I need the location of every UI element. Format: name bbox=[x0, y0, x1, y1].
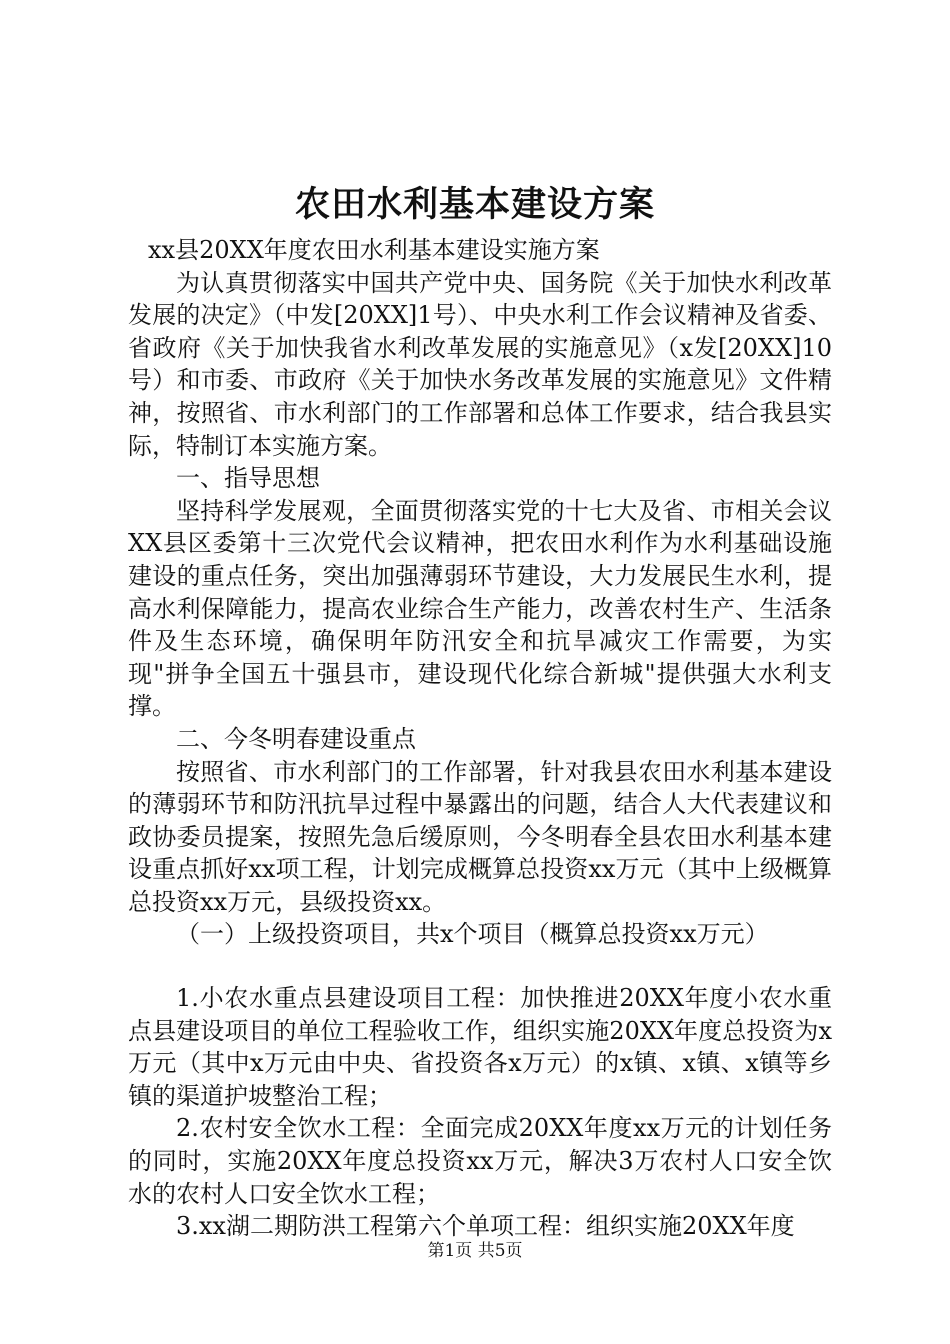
page-number-footer: 第1页 共5页 bbox=[427, 1241, 523, 1261]
paragraph-key-construction: 按照省、市水利部门的工作部署，针对我县农田水利基本建设的薄弱环节和防汛抗旱过程中暴露出的问题，结合人大代表建议和政协委员提案，按照先急后缓原则，今冬明春全县农田水利基本建设重点抓好xx项工程，计划完成概算总投资xx万元（其中上级概算总投资xx万元，县级投资xx。 bbox=[128, 757, 832, 916]
list-item-project-2: 2.农村安全饮水工程：全面完成20XX年度xx万元的计划任务的同时，实施20XX年度总投资xx万元，解决3万农村人口安全饮水的农村人口安全饮水工程； bbox=[128, 1114, 832, 1208]
paragraph-preamble: 为认真贯彻落实中国共产党中央、国务院《关于加快水利改革发展的决定》（中发[20XX]1号）、中央水利工作会议精神及省委、省政府《关于加快我省水利改革发展的实施意见》（x发[20XX]10号）和市委、市政府《关于加快水务改革发展的实施意见》文件精神，按照省、市水利部门的工作部署和总体工作要求，结合我县实际，特制订本实施方案。 bbox=[128, 268, 832, 460]
list-item-project-1: 1.小农水重点县建设项目工程：加快推进20XX年度小农水重点县建设项目的单位工程验收工作，组织实施20XX年度总投资为x万元（其中x万元由中央、省投资各x万元）的x镇、x镇、x镇等乡镇的渠道护坡整治工程； bbox=[128, 984, 832, 1110]
subsection-heading-upper-level-projects: （一）上级投资项目，共x个项目（概算总投资xx万元） bbox=[176, 920, 769, 949]
section-heading-guiding-thought: 一、指导思想 bbox=[176, 464, 320, 493]
document-body bbox=[128, 234, 832, 1243]
list-item-project-3: 3.xx湖二期防洪工程第六个单项工程：组织实施20XX年度 bbox=[176, 1212, 795, 1241]
document-subtitle: xx县20XX年度农田水利基本建设实施方案 bbox=[148, 236, 600, 264]
document-title: 农田水利基本建设方案 bbox=[294, 184, 655, 225]
paragraph-guiding-thought: 坚持科学发展观，全面贯彻落实党的十七大及省、市相关会议XX县区委第十三次党代会议精神，把农田水利作为水利基础设施建设的重点任务，突出加强薄弱环节建设，大力发展民生水利，提高水利保障能力，提高农业综合生产能力，改善农村生产、生活条件及生态环境，确保明年防汛安全和抗旱减灾工作需要，为实现"拼争全国五十强县市，建设现代化综合新城"提供强大水利支撑。 bbox=[128, 496, 832, 721]
section-heading-key-construction: 二、今冬明春建设重点 bbox=[176, 724, 416, 753]
